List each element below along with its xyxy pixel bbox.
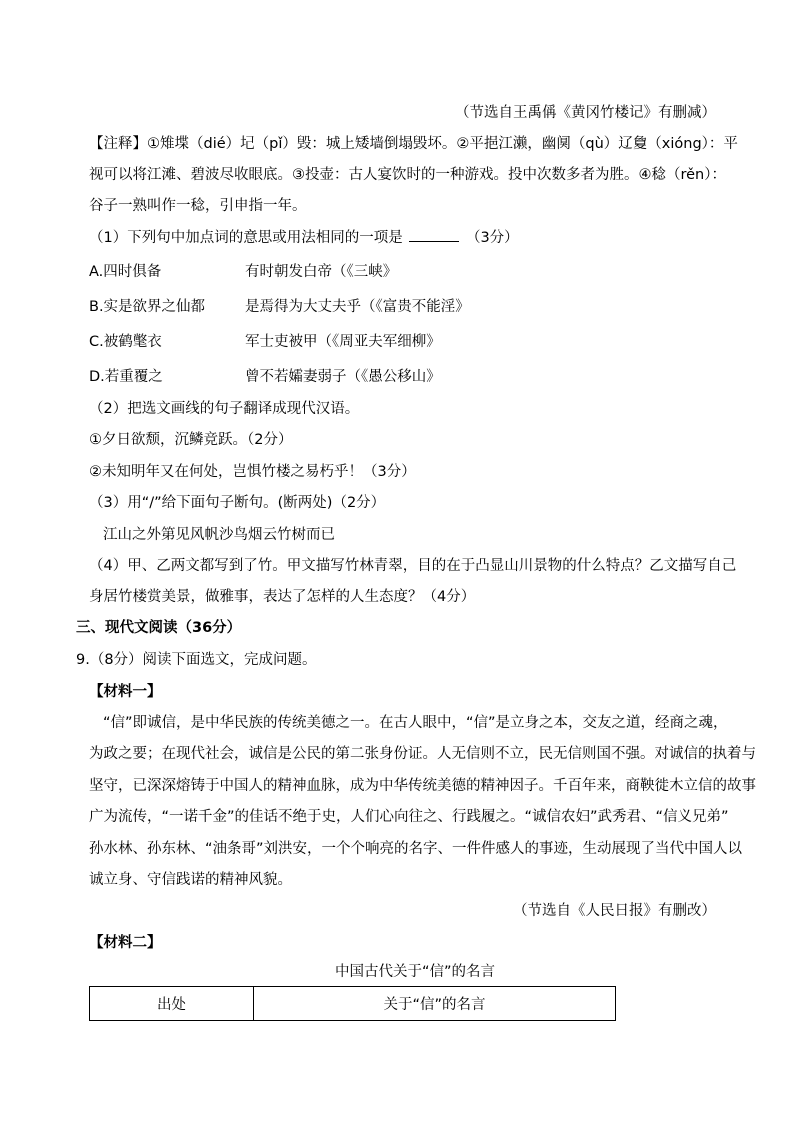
question-1-score: （3分）: [465, 230, 519, 246]
material-1-source: （节选自《人民日报》有删改）: [513, 903, 716, 919]
question-3-sentence: 江山之外第见风帆沙鸟烟云竹树而已: [103, 527, 335, 543]
question-1-stem-text: （1）下列句中加点词的意思或用法相同的一项是: [89, 230, 403, 246]
table-title: 中国古代关于“信”的名言: [334, 964, 496, 980]
option-c-left: C.被鹤氅衣: [89, 334, 162, 350]
question-9-stem: 9.（8分）阅读下面选文，完成问题。: [76, 652, 317, 668]
material-1-line: 坚守，已深深熔铸于中国人的精神血脉，成为中华传统美德的精神因子。千百年来，商鞅徙木立信的故事: [89, 778, 756, 794]
material-1-line: 孙水林、孙东林、“油条哥”刘洪安，一个个响亮的名字、一件件感人的事迹，生动展现了当代中国人以: [89, 841, 743, 857]
question-1-stem: [89, 229, 519, 247]
column-header-source: 出处: [90, 987, 254, 1021]
question-2-item-2: ②未知明年又在何处，岂惧竹楼之易朽乎！（3分）: [89, 464, 416, 480]
option-d-right: 曾不若孀妻弱子（《愚公移山》: [245, 369, 441, 385]
material-1-line: 为政之要；在现代社会，诚信是公民的第二张身份证。人无信则不立，民无信则国不强。对诚信的执着与: [89, 746, 756, 762]
question-2-item-1: ①夕日欲颓，沉鳞竞跃。（2分）: [89, 432, 293, 448]
option-d-left: D.若重覆之: [89, 369, 163, 385]
question-4-line-2: 身居竹楼赏美景，做雅事，表达了怎样的人生态度？（4分）: [89, 589, 476, 605]
material-1-heading: 【材料一】: [89, 684, 162, 700]
material-1-line: 广为流传，“一诺千金”的佳话不绝于史，人们心向往之、行践履之。“诚信农妇”武秀君、“信义兄弟”: [89, 809, 729, 825]
question-4-line-1: （4）甲、乙两文都写到了竹。甲文描写竹林青翠，目的在于凸显山川景物的什么特点？乙文描写自己: [89, 558, 737, 574]
material-1-line: 诚立身、守信践诺的精神风貌。: [89, 872, 292, 888]
quotes-table: [89, 986, 616, 1021]
material-2-heading: 【材料二】: [89, 935, 162, 951]
annotation-line-3: 谷子一熟叫作一稔，引申指一年。: [89, 198, 307, 214]
option-a-right: 有时朝发白帝（《三峡》: [245, 264, 398, 280]
answer-blank: [409, 229, 459, 242]
option-c-right: 军士吏被甲（《周亚夫军细柳》: [245, 334, 441, 350]
source-note-1: （节选自王禹偁《黄冈竹楼记》有删减）: [455, 105, 716, 121]
column-header-quote: 关于“信”的名言: [254, 987, 616, 1021]
material-1-line: “信”即诚信，是中华民族的传统美德之一。在古人眼中，“信”是立身之本，交友之道，经商之魂，: [103, 715, 728, 731]
question-3-stem: （3）用“/”给下面句子断句。(断两处)（2分）: [89, 495, 386, 511]
annotation-line-1: 【注释】①雉堞（dié）圮（pǐ）毁：城上矮墙倒塌毁坏。②平挹江濑，幽阒（qù）辽敻（xióng）：平: [89, 136, 738, 152]
table-header-row: [90, 987, 616, 1021]
option-b-left: B.实是欲界之仙都: [89, 299, 206, 315]
question-2-stem: （2）把选文画线的句子翻译成现代汉语。: [89, 401, 360, 417]
section-3-title: 三、现代文阅读（36分）: [76, 620, 242, 636]
option-b-right: 是焉得为大丈夫乎（《富贵不能淫》: [245, 299, 470, 315]
annotation-line-2: 视可以将江滩、碧波尽收眼底。③投壶：古人宴饮时的一种游戏。投中次数多者为胜。④稔（rěn）：: [89, 167, 726, 183]
option-a-left: A.四时俱备: [89, 264, 162, 280]
